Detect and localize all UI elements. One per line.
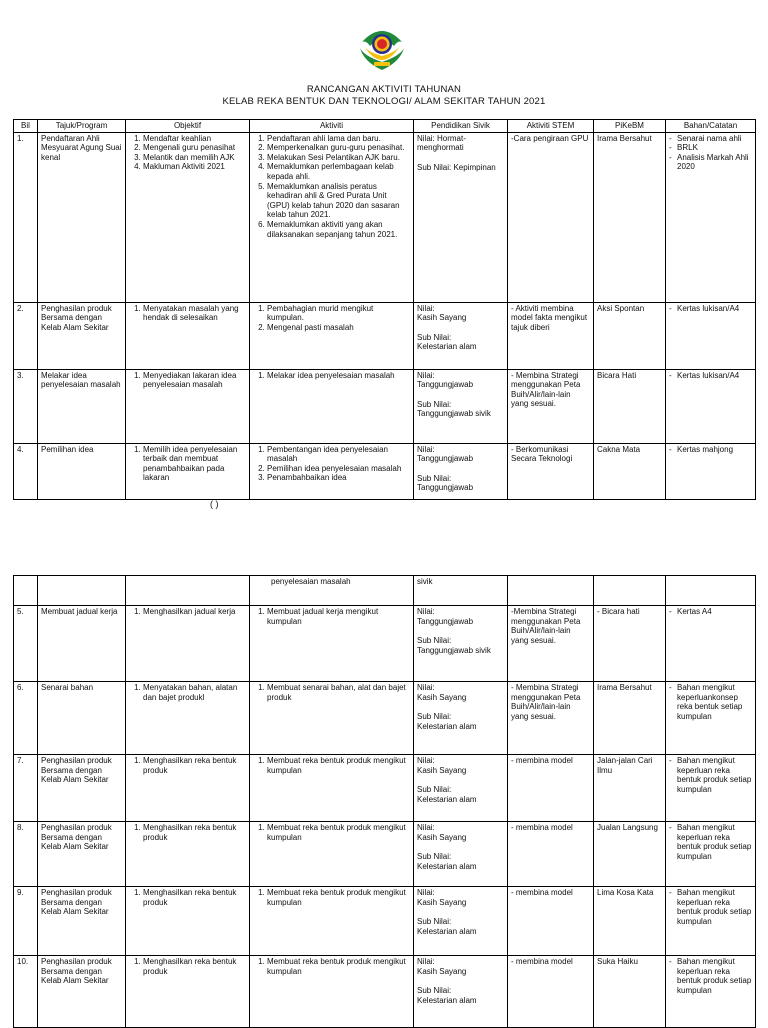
cell-bahan xyxy=(666,822,756,887)
list-item: 3. Penambahbaikan idea xyxy=(267,473,410,483)
list-item: 1. Memilih idea penyelesaian terbaik dan membuat penambahbaikan pada lakaran xyxy=(143,445,246,483)
col-objektif: Objektif xyxy=(126,120,250,133)
sivik-nilai: Nilai: Kasih Sayang xyxy=(417,683,467,702)
sivik-sub-nilai: Sub Nilai: Kelestarian alam xyxy=(417,852,477,871)
sivik-sub-nilai: Sub Nilai: Tanggungjawab xyxy=(417,473,474,493)
sivik-nilai: Nilai: Tanggungjawab xyxy=(417,607,474,626)
cell-tajuk: Melakar idea penyelesaian masalah xyxy=(38,369,126,443)
list-item: 1. Membuat reka bentuk produk mengikut kumpulan xyxy=(267,888,410,907)
sivik-nilai: Nilai: Kasih Sayang xyxy=(417,888,467,907)
cell-bil: 7. xyxy=(14,755,38,822)
cell-pikebm: Lima Kosa Kata xyxy=(594,887,666,956)
cell-pikebm: Bicara Hati xyxy=(594,369,666,443)
cell-bahan xyxy=(666,443,756,499)
cell-pikebm: Suka Haiku xyxy=(594,956,666,1028)
cell-aktiviti xyxy=(250,822,414,887)
list-item: - Bahan mengikut keperluan reka bentuk produk setiap kumpulan xyxy=(669,957,752,995)
table-row xyxy=(14,132,756,302)
col-stem: Aktiviti STEM xyxy=(508,120,594,133)
cell-aktiviti xyxy=(250,887,414,956)
cell-aktiviti xyxy=(250,132,414,302)
cell-bil: 8. xyxy=(14,822,38,887)
list-item: 1. Membuat reka bentuk produk mengikut kumpulan xyxy=(267,756,410,775)
list-item: 2. Mengenal pasti masalah xyxy=(267,323,410,333)
list-item: 1. Melakar idea penyelesaian masalah xyxy=(267,371,410,381)
cell-pikebm: Jualan Langsung xyxy=(594,822,666,887)
list-item: - Bahan mengikut keperluan reka bentuk produk setiap kumpulan xyxy=(669,756,752,794)
cell-objektif xyxy=(126,606,250,682)
list-item: 2. Memperkenalkan guru-guru penasihat. xyxy=(267,143,410,153)
cell-sivik xyxy=(414,755,508,822)
cell-sivik xyxy=(414,369,508,443)
list-item: 5. Memaklumkan analisis peratus kehadiran ahli & Gred Purata Unit (GPU) kelab tahun 2020 dan sasaran kelab tahun 2021. xyxy=(267,182,410,220)
sivik-sub-nilai: Sub Nilai: Kelestarian alam xyxy=(417,785,477,804)
cell-objektif xyxy=(126,302,250,369)
sivik-nilai: Nilai: Kasih Sayang xyxy=(417,957,467,976)
cell-stem: - Membina Strategi menggunakan Peta Buih/Alir/lain-lain yang sesuai. xyxy=(508,369,594,443)
sivik-sub-nilai: Sub Nilai: Tanggungjawab sivik xyxy=(417,636,491,655)
sivik-sub-nilai: Sub Nilai: Kelestarian alam xyxy=(417,917,477,936)
cell-stem: -Cara pengiraan GPU xyxy=(508,132,594,302)
cell-tajuk: Senarai bahan xyxy=(38,682,126,755)
document-title xyxy=(0,84,768,108)
list-item: 1. Menghasilkan jadual kerja xyxy=(143,607,246,617)
cell-aktiviti xyxy=(250,956,414,1028)
cell-bil: 6. xyxy=(14,682,38,755)
cell-bahan xyxy=(666,132,756,302)
cell-stem: - Membina Strategi menggunakan Peta Buih/Alir/lain-lain yang sesuai. xyxy=(508,682,594,755)
cell-pikebm: Irama Bersahut xyxy=(594,132,666,302)
cell-aktiviti xyxy=(250,755,414,822)
list-item: 2. Pemilihan idea penyelesaian masalah xyxy=(267,464,410,474)
table-row xyxy=(14,302,756,369)
list-item: 1. Membuat senarai bahan, alat dan bajet produk xyxy=(267,683,410,702)
list-item: - Senarai nama ahli xyxy=(669,134,752,144)
table-row xyxy=(14,887,756,956)
cell-aktiviti xyxy=(250,302,414,369)
list-item: 6. Memaklumkan aktiviti yang akan dilaksanakan sepanjang tahun 2021. xyxy=(267,220,410,239)
cell-bil: 9. xyxy=(14,887,38,956)
cell-bahan xyxy=(666,956,756,1028)
list-item: 1. Menyatakan masalah yang hendak di selesaikan xyxy=(143,304,246,323)
list-item: - BRLK xyxy=(669,143,752,153)
list-item: - Kertas lukisan/A4 xyxy=(669,304,752,314)
cell-sivik xyxy=(414,606,508,682)
list-item: - Kertas mahjong xyxy=(669,445,752,455)
cell-bil: 3. xyxy=(14,369,38,443)
cell-tajuk: Pemilihan idea xyxy=(38,443,126,499)
cell-aktiviti xyxy=(250,682,414,755)
cell-pikebm: Aksi Spontan xyxy=(594,302,666,369)
page-marker: ( ) xyxy=(210,499,219,509)
cell-bahan xyxy=(666,369,756,443)
list-item: 2. Mengenali guru penasihat xyxy=(143,143,246,153)
cell-sivik xyxy=(414,682,508,755)
school-crest-logo xyxy=(356,22,408,74)
list-item: - Kertas lukisan/A4 xyxy=(669,371,752,381)
table-row xyxy=(14,956,756,1028)
list-item: 4. Makluman Aktiviti 2021 xyxy=(143,162,246,172)
list-item: 1. Membuat jadual kerja mengikut kumpulan xyxy=(267,607,410,626)
list-item: 4. Memaklumkan perlembagaan kelab kepada ahli. xyxy=(267,162,410,181)
cell-objektif xyxy=(126,682,250,755)
cell-tajuk: Penghasilan produk Bersama dengan Kelab Alam Sekitar xyxy=(38,822,126,887)
list-item: 3. Melakukan Sesi Pelantikan AJK baru. xyxy=(267,153,410,163)
col-bil: Bil xyxy=(14,120,38,133)
list-item: 1. Menyediakan lakaran idea penyelesaian masalah xyxy=(143,371,246,390)
sivik-sub-nilai: Sub Nilai: Kelestarian alam xyxy=(417,986,477,1005)
cell-aktiviti-continued xyxy=(250,576,414,606)
cell-stem: - membina model xyxy=(508,956,594,1028)
list-item: 1. Menghasilkan reka bentuk produk xyxy=(143,823,246,842)
cell-sivik xyxy=(414,132,508,302)
cell-objektif xyxy=(126,132,250,302)
cell-sivik xyxy=(414,956,508,1028)
cell-bil: 10. xyxy=(14,956,38,1028)
cell-objektif xyxy=(126,443,250,499)
cell-tajuk: Pendaftaran Ahli Mesyuarat Agung Suai kenal xyxy=(38,132,126,302)
cell-stem: - Aktiviti membina model fakta mengikut tajuk diberi xyxy=(508,302,594,369)
col-sivik: Pendidikan Sivik xyxy=(414,120,508,133)
col-pikebm: PiKeBM xyxy=(594,120,666,133)
continued-text: penyelesaian masalah xyxy=(271,577,351,586)
title-line-2: KELAB REKA BENTUK DAN TEKNOLOGI/ ALAM SEKITAR TAHUN 2021 xyxy=(222,96,546,107)
sivik-sub-nilai: Sub Nilai: Kepimpinan xyxy=(417,162,496,172)
cell-stem: - membina model xyxy=(508,755,594,822)
col-aktiviti: Aktiviti xyxy=(250,120,414,133)
sivik-nilai: Nilai: Kasih Sayang xyxy=(417,823,467,842)
sivik-sub-nilai: Sub Nilai: Kelestarian alam xyxy=(417,332,477,352)
col-bahan: Bahan/Catatan xyxy=(666,120,756,133)
cell-pikebm: Jalan-jalan Cari Ilmu xyxy=(594,755,666,822)
cell-sivik xyxy=(414,822,508,887)
cell-stem: - membina model xyxy=(508,887,594,956)
list-item: 1. Menghasilkan reka bentuk produk xyxy=(143,888,246,907)
cell-bahan xyxy=(666,682,756,755)
list-item: - Bahan mengikut keperluankonsep reka bentuk setiap kumpulan xyxy=(669,683,752,721)
sivik-nilai: Nilai: Tanggungjawab xyxy=(417,370,474,390)
cell-tajuk: Penghasilan produk Bersama dengan Kelab Alam Sekitar xyxy=(38,755,126,822)
cell-sivik xyxy=(414,887,508,956)
cell-sivik-continued: sivik xyxy=(414,576,508,606)
cell-stem: - membina model xyxy=(508,822,594,887)
activity-plan-table-page-2 xyxy=(13,575,756,1028)
table-row xyxy=(14,682,756,755)
cell-aktiviti xyxy=(250,606,414,682)
header-row xyxy=(14,120,756,133)
cell-objektif xyxy=(126,887,250,956)
table-row xyxy=(14,822,756,887)
list-item: - Analisis Markah Ahli 2020 xyxy=(669,153,752,172)
cell-tajuk: Membuat jadual kerja xyxy=(38,606,126,682)
sivik-nilai: Nilai: Kasih Sayang xyxy=(417,756,467,775)
cell-bil: 1. xyxy=(14,132,38,302)
cell-objektif xyxy=(126,822,250,887)
cell-objektif xyxy=(126,755,250,822)
table-row xyxy=(14,443,756,499)
list-item: 1. Mendaftar keahlian xyxy=(143,134,246,144)
list-item: 1. Menghasilkan reka bentuk produk xyxy=(143,957,246,976)
sivik-nilai: Nilai: Tanggungjawab xyxy=(417,444,474,464)
list-item: - Bahan mengikut keperluan reka bentuk produk setiap kumpulan xyxy=(669,888,752,926)
continuation-row xyxy=(14,576,756,606)
table-row xyxy=(14,606,756,682)
list-item: 1. Pendaftaran ahli lama dan baru. xyxy=(267,134,410,144)
cell-bahan xyxy=(666,887,756,956)
cell-pikebm: Cakna Mata xyxy=(594,443,666,499)
list-item: - Kertas A4 xyxy=(669,607,752,617)
cell-pikebm: - Bicara hati xyxy=(594,606,666,682)
cell-aktiviti xyxy=(250,443,414,499)
cell-stem: -Membina Strategi menggunakan Peta Buih/Alir/lain-lain yang sesuai. xyxy=(508,606,594,682)
cell-pikebm: Irama Bersahut xyxy=(594,682,666,755)
cell-objektif xyxy=(126,369,250,443)
list-item: 1. Membuat reka bentuk produk mengikut kumpulan xyxy=(267,957,410,976)
cell-bahan xyxy=(666,606,756,682)
table-row xyxy=(14,369,756,443)
sivik-nilai: Nilai: Kasih Sayang xyxy=(417,303,467,323)
table-row xyxy=(14,755,756,822)
cell-objektif xyxy=(126,956,250,1028)
activity-plan-table-page-1 xyxy=(13,119,756,500)
title-line-1: RANCANGAN AKTIVITI TAHUNAN xyxy=(306,84,462,95)
cell-bahan xyxy=(666,302,756,369)
cell-tajuk: Penghasilan produk Bersama dengan Kelab Alam Sekitar xyxy=(38,887,126,956)
cell-tajuk: Penghasilan produk Bersama dengan Kelab Alam Sekitar xyxy=(38,956,126,1028)
cell-stem: - Berkomunikasi Secara Teknologi xyxy=(508,443,594,499)
cell-bil: 5. xyxy=(14,606,38,682)
cell-aktiviti xyxy=(250,369,414,443)
list-item: 1. Pembahagian murid mengikut kumpulan. xyxy=(267,304,410,323)
list-item: 1. Pembentangan idea penyelesaian masalah xyxy=(267,445,410,464)
sivik-sub-nilai: Sub Nilai: Tanggungjawab sivik xyxy=(417,399,491,419)
col-tajuk: Tajuk/Program xyxy=(38,120,126,133)
list-item: 1. Menghasilkan reka bentuk produk xyxy=(143,756,246,775)
list-item: 1. Menyatakan bahan, alatan dan bajet produkl xyxy=(143,683,246,702)
cell-bil: 4. xyxy=(14,443,38,499)
list-item: 3. Melantik dan memilih AJK xyxy=(143,153,246,163)
list-item: 1. Membuat reka bentuk produk mengikut kumpulan xyxy=(267,823,410,842)
cell-sivik xyxy=(414,443,508,499)
cell-tajuk: Penghasilan produk Bersama dengan Kelab Alam Sekitar xyxy=(38,302,126,369)
list-item: - Bahan mengikut keperluan reka bentuk produk setiap kumpulan xyxy=(669,823,752,861)
cell-sivik xyxy=(414,302,508,369)
sivik-nilai: Nilai: Hormat-menghormati xyxy=(417,133,466,153)
cell-bahan xyxy=(666,755,756,822)
sivik-sub-nilai: Sub Nilai: Kelestarian alam xyxy=(417,712,477,731)
cell-bil: 2. xyxy=(14,302,38,369)
